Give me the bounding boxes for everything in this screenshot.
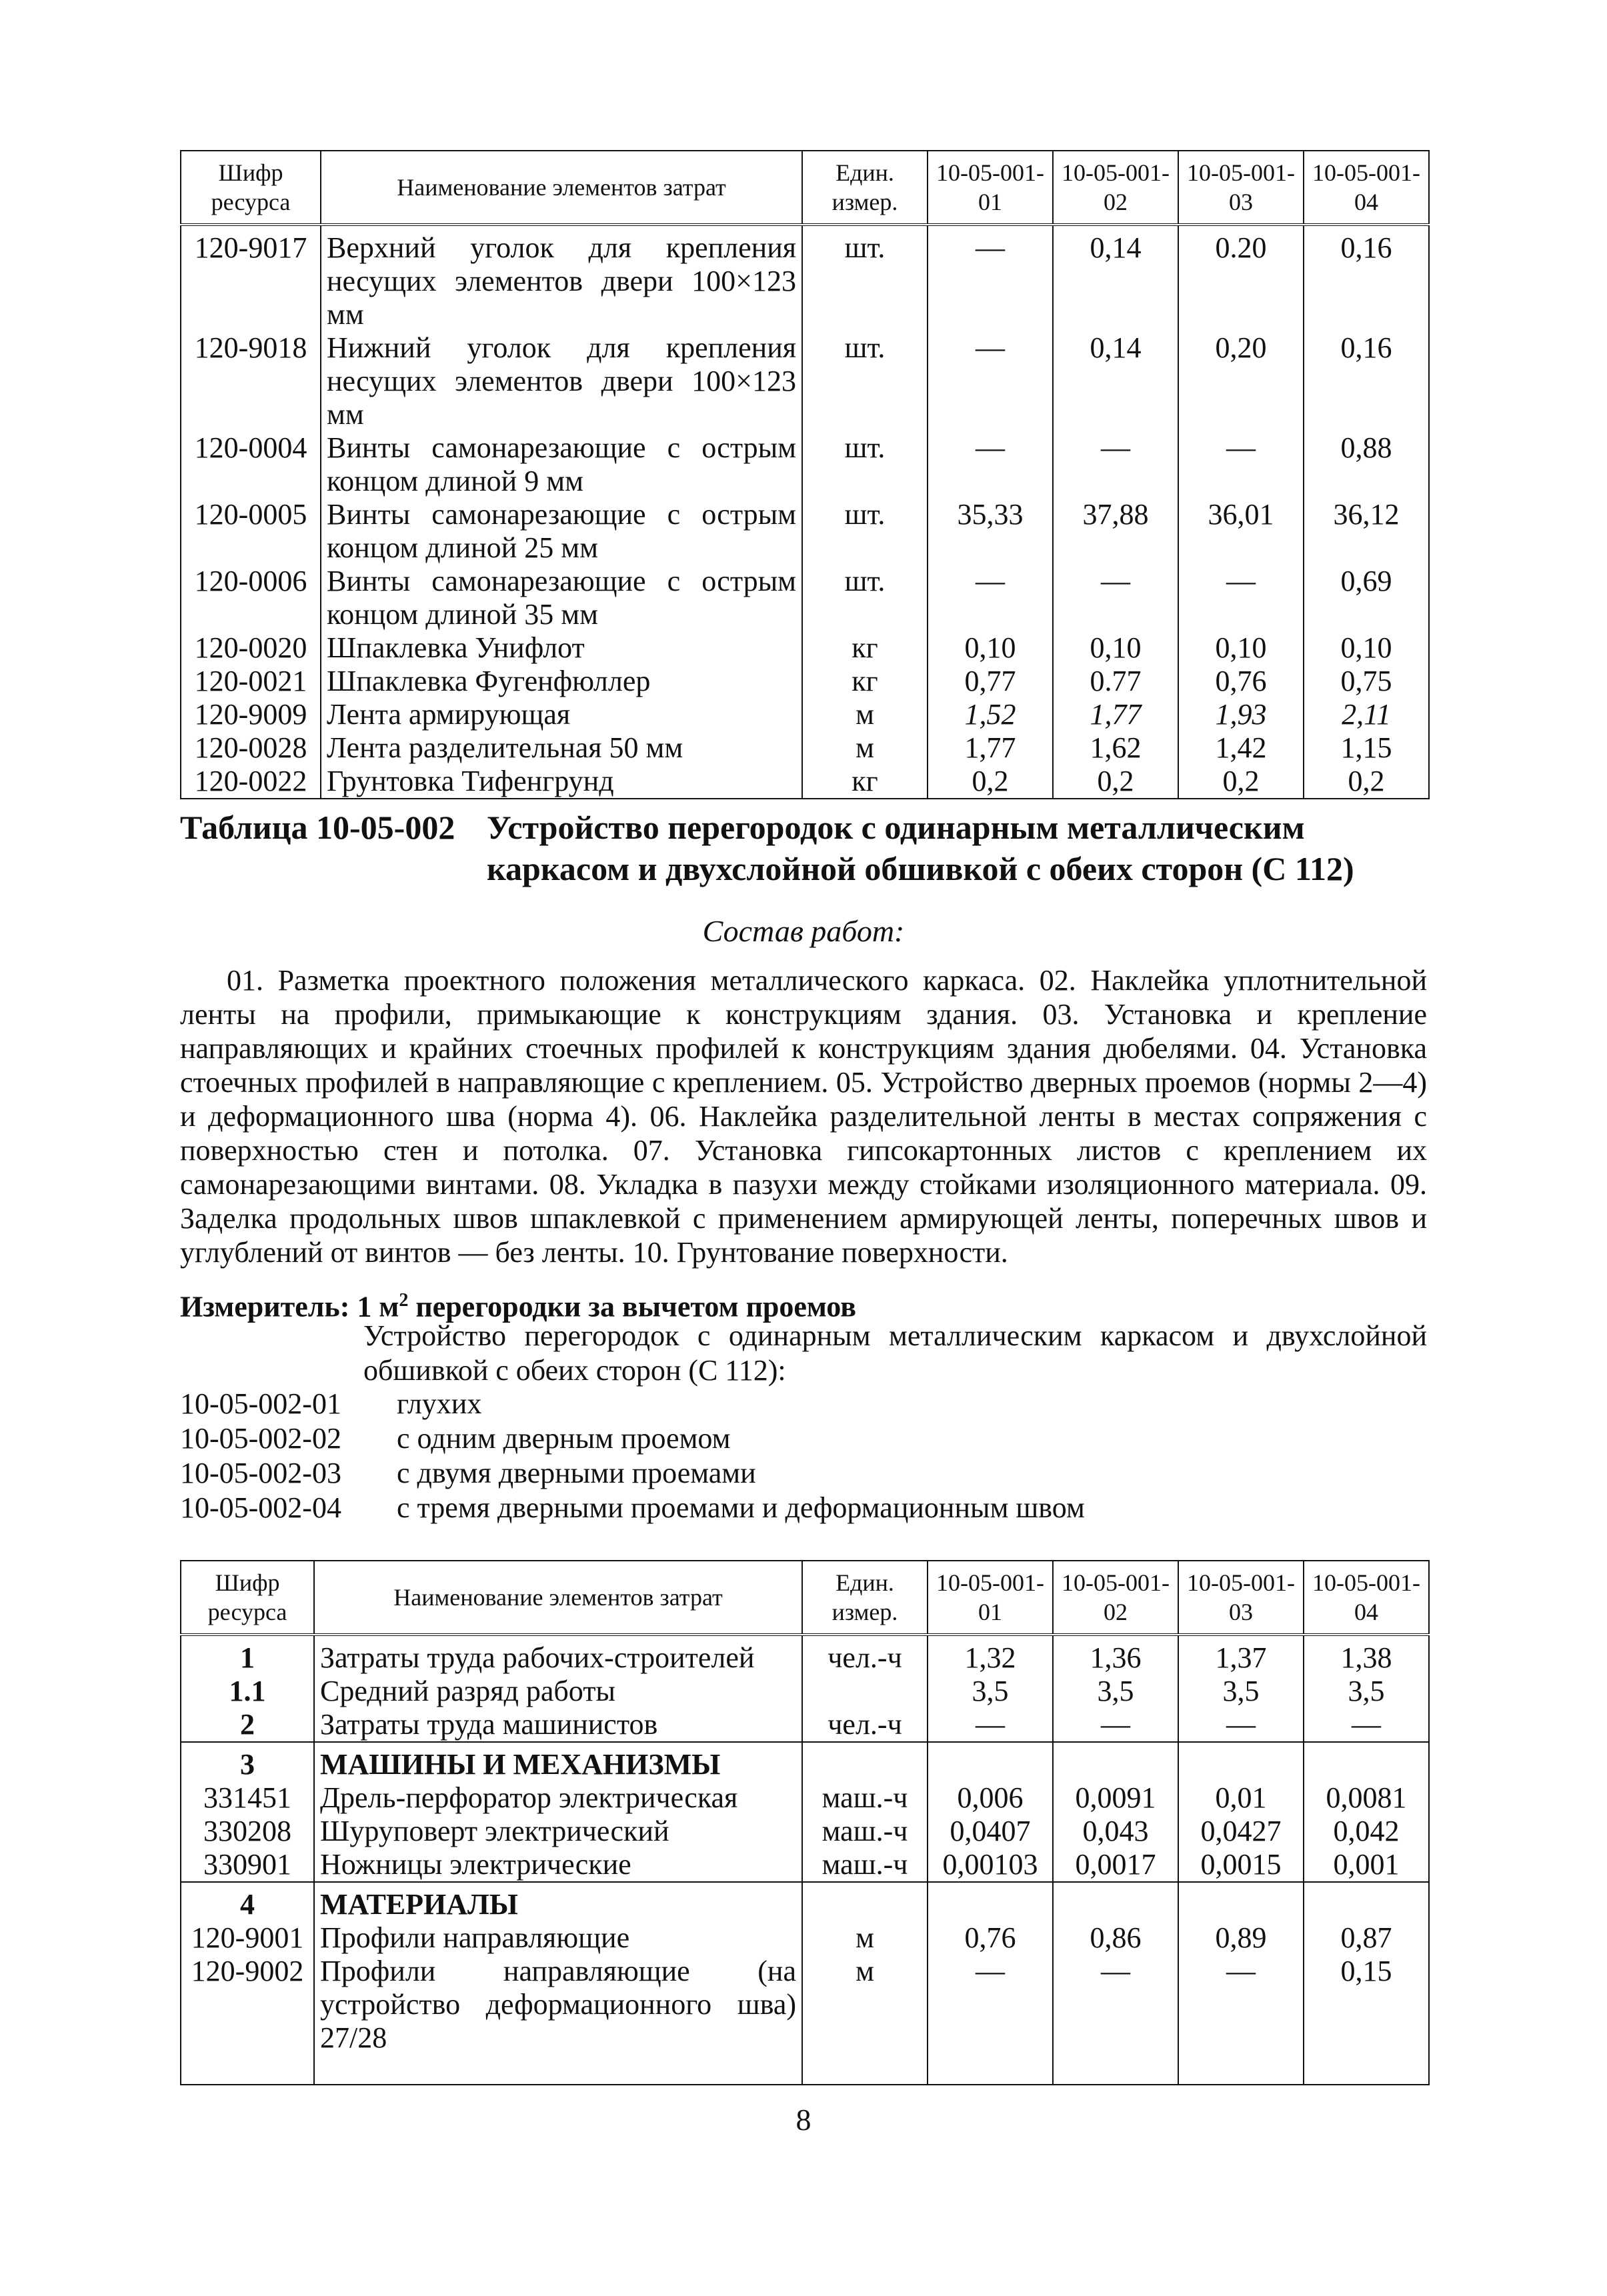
cell-value-2: 0,2 (1053, 765, 1178, 799)
cell-value-2: — (1053, 431, 1178, 498)
cell-unit: м (802, 731, 928, 765)
header-col-2: 10-05-001-02 (1053, 1561, 1178, 1635)
section-empty-cell (1178, 1742, 1304, 1781)
table-row (181, 1815, 1429, 1848)
cell-code: 331451 (181, 1781, 314, 1815)
meter-suffix: перегородки за вычетом проемов (408, 1290, 856, 1323)
cell-value-3: — (1178, 1955, 1304, 2085)
cell-code: 1 (181, 1635, 314, 1675)
cell-code: 120-0021 (181, 665, 321, 698)
cell-unit (802, 1675, 928, 1708)
cell-value-1: 1,77 (928, 731, 1053, 765)
section-title: МАШИНЫ И МЕХАНИЗМЫ (314, 1742, 802, 1781)
cell-value-2: 3,5 (1053, 1675, 1178, 1708)
cell-name: Винты самонарезающие с острым концом длиной 9 мм (321, 431, 802, 498)
table-row (181, 331, 1429, 431)
cell-code: 1.1 (181, 1675, 314, 1708)
section-machines (181, 1742, 1429, 1781)
cell-value-3: 0,76 (1178, 665, 1304, 698)
header-unit: Един. измер. (802, 151, 928, 225)
cell-name: Затраты труда рабочих-строителей (314, 1635, 802, 1675)
cell-value-2: 0,14 (1053, 225, 1178, 331)
cell-value-4: 1,38 (1304, 1635, 1429, 1675)
variant-text: с двумя дверными проемами (397, 1457, 756, 1489)
section-empty-cell (1304, 1742, 1429, 1781)
header-unit: Един. измер. (802, 1561, 928, 1635)
table-2-header (181, 1561, 1429, 1635)
cell-code: 120-0028 (181, 731, 321, 765)
variant-code: 10-05-002-04 (180, 1491, 341, 1524)
cell-unit: кг (802, 765, 928, 799)
cell-value-2: — (1053, 565, 1178, 631)
cell-value-4: 0,10 (1304, 631, 1429, 665)
cell-code: 120-9018 (181, 331, 321, 431)
caption-label: Таблица 10-05-002 (180, 809, 455, 846)
cell-unit: шт. (802, 331, 928, 431)
cell-value-4: 0,0081 (1304, 1781, 1429, 1815)
header-col-1: 10-05-001-01 (928, 151, 1053, 225)
table-row (181, 1708, 1429, 1742)
meter-prefix: Измеритель: 1 м (180, 1290, 399, 1323)
cell-value-3: 0,89 (1178, 1921, 1304, 1955)
cell-name: Лента разделительная 50 мм (321, 731, 802, 765)
cell-value-3: 1,93 (1178, 698, 1304, 731)
cell-name: Шуруповерт электрический (314, 1815, 802, 1848)
cell-value-2: 37,88 (1053, 498, 1178, 565)
cell-unit: кг (802, 631, 928, 665)
cell-value-4: 3,5 (1304, 1675, 1429, 1708)
cell-code: 120-0020 (181, 631, 321, 665)
caption-title: Устройство перегородок с одинарным металлическим каркасом и двухслойной обшивкой с обеих сторон (С 112) (487, 809, 1354, 887)
header-col-3: 10-05-001-03 (1178, 1561, 1304, 1635)
cell-name: Ножницы электрические (314, 1848, 802, 1882)
cell-name: Затраты труда машинистов (314, 1708, 802, 1742)
cell-value-1: 0,77 (928, 665, 1053, 698)
table-1 (180, 150, 1430, 799)
variant-text: с одним дверным проемом (397, 1422, 731, 1455)
section-empty-cell (928, 1882, 1053, 1921)
header-col-3: 10-05-001-03 (1178, 151, 1304, 225)
cell-value-1: 3,5 (928, 1675, 1053, 1708)
cell-value-1: 0,006 (928, 1781, 1053, 1815)
cell-value-4: 0,87 (1304, 1921, 1429, 1955)
cell-code: 330208 (181, 1815, 314, 1848)
cell-value-4: 0,2 (1304, 765, 1429, 799)
cell-value-3: 3,5 (1178, 1675, 1304, 1708)
cell-value-1: — (928, 431, 1053, 498)
cell-value-4: 0,042 (1304, 1815, 1429, 1848)
cell-value-3: 36,01 (1178, 498, 1304, 565)
works-description: 01. Разметка проектного положения металлического каркаса. 02. Наклейка уплотнительной ленты на профили, примыкающие к конструкциям здания. 03. Установка и крепление направляющих и крайних стоечных профилей к конструкциям здания дюбелями. 04. Установка стоечных профилей в направляющие с креплением. 05. Устройство дверных проемов (нормы 2—4) и деформационного шва (норма 4). 06. Наклейка разделительной ленты в местах сопряжения с поверхностью стен и потолка. 07. Установка гипсокартонных листов с креплением их самонарезающими винтами. 08. Укладка в пазухи между стойками изоляционного материала. 09. Заделка продольных швов шпаклевкой с применением армирующей ленты, поперечных швов и углублений от винтов — без ленты. 10. Грунтование поверхности. (180, 964, 1427, 1269)
cell-name: Профили направляющие (314, 1921, 802, 1955)
section-empty-cell (1178, 1882, 1304, 1921)
variant-text: с тремя дверными проемами и деформационным швом (397, 1491, 1085, 1524)
cell-value-4: 2,11 (1304, 698, 1429, 731)
variant-item (180, 1491, 1427, 1525)
cell-value-3: — (1178, 565, 1304, 631)
cell-value-4: 0,001 (1304, 1848, 1429, 1882)
table-row (181, 565, 1429, 631)
cell-value-1: 1,32 (928, 1635, 1053, 1675)
cell-code: 330901 (181, 1848, 314, 1882)
cell-value-3: 0,2 (1178, 765, 1304, 799)
table-row (181, 225, 1429, 331)
cell-name: Винты самонарезающие с острым концом длиной 25 мм (321, 498, 802, 565)
cell-value-2: — (1053, 1955, 1178, 2085)
cell-name: Профили направляющие (на устройство деформационного шва) 27/28 (314, 1955, 802, 2085)
cell-name: Средний разряд работы (314, 1675, 802, 1708)
variants-list (180, 1387, 1427, 1525)
cell-value-4: 0,15 (1304, 1955, 1429, 2085)
cell-name: Лента армирующая (321, 698, 802, 731)
cell-value-1: — (928, 1955, 1053, 2085)
cell-value-4: 0,16 (1304, 225, 1429, 331)
cell-value-2: 0,14 (1053, 331, 1178, 431)
cell-value-2: 0,10 (1053, 631, 1178, 665)
cell-unit: шт. (802, 565, 928, 631)
cell-value-2: 1,36 (1053, 1635, 1178, 1675)
cell-value-2: — (1053, 1708, 1178, 1742)
cell-code: 120-9001 (181, 1921, 314, 1955)
section-empty-cell (1053, 1742, 1178, 1781)
header-name: Наименование элементов затрат (314, 1561, 802, 1635)
meter-sup: 2 (399, 1290, 409, 1311)
table-row (181, 1675, 1429, 1708)
section-materials (181, 1882, 1429, 1921)
table-row (181, 765, 1429, 799)
section-empty-cell (1304, 1882, 1429, 1921)
cell-value-1: — (928, 1708, 1053, 1742)
table-row (181, 1781, 1429, 1815)
header-code: Шифр ресурса (181, 151, 321, 225)
table-1-body (181, 225, 1429, 799)
cell-value-2: 0.77 (1053, 665, 1178, 698)
table-row (181, 731, 1429, 765)
cell-unit: чел.-ч (802, 1708, 928, 1742)
cell-value-4: — (1304, 1708, 1429, 1742)
table-row (181, 665, 1429, 698)
variants-intro: Устройство перегородок с одинарным металлическим каркасом и двухслойной обшивкой с обеих сторон (С 112): (363, 1319, 1427, 1387)
table-row (181, 631, 1429, 665)
table-2-body (181, 1635, 1429, 2085)
works-heading: Состав работ: (702, 914, 905, 948)
cell-value-1: 0,76 (928, 1921, 1053, 1955)
cell-value-2: 1,62 (1053, 731, 1178, 765)
cell-value-2: 0,86 (1053, 1921, 1178, 1955)
cell-name: Грунтовка Тифенгрунд (321, 765, 802, 799)
cell-value-3: 0,0427 (1178, 1815, 1304, 1848)
variant-item (180, 1421, 1427, 1456)
cell-code: 120-0006 (181, 565, 321, 631)
section-empty-cell (802, 1742, 928, 1781)
cell-unit: маш.-ч (802, 1815, 928, 1848)
cell-value-2: 0,0017 (1053, 1848, 1178, 1882)
cell-value-1: — (928, 331, 1053, 431)
table-row (181, 698, 1429, 731)
cell-unit: маш.-ч (802, 1848, 928, 1882)
cell-unit: маш.-ч (802, 1781, 928, 1815)
cell-value-2: 0,043 (1053, 1815, 1178, 1848)
cell-unit: м (802, 698, 928, 731)
cell-code: 2 (181, 1708, 314, 1742)
section-code: 3 (181, 1742, 314, 1781)
cell-unit: шт. (802, 431, 928, 498)
cell-value-1: 0,0407 (928, 1815, 1053, 1848)
header-col-1: 10-05-001-01 (928, 1561, 1053, 1635)
cell-value-1: 0,2 (928, 765, 1053, 799)
cell-unit: шт. (802, 225, 928, 331)
header-col-4: 10-05-001-04 (1304, 1561, 1429, 1635)
cell-value-3: 1,42 (1178, 731, 1304, 765)
cell-value-1: 1,52 (928, 698, 1053, 731)
section-empty-cell (1053, 1882, 1178, 1921)
cell-unit: шт. (802, 498, 928, 565)
cell-unit: м (802, 1955, 928, 2085)
header-col-4: 10-05-001-04 (1304, 151, 1429, 225)
cell-value-1: 35,33 (928, 498, 1053, 565)
cell-value-4: 36,12 (1304, 498, 1429, 565)
variant-item (180, 1387, 1427, 1421)
cell-name: Нижний уголок для крепления несущих элементов двери 100×123 мм (321, 331, 802, 431)
cell-value-4: 0,69 (1304, 565, 1429, 631)
cell-name: Шпаклевка Фугенфюллер (321, 665, 802, 698)
cell-value-3: 0.20 (1178, 225, 1304, 331)
variant-code: 10-05-002-03 (180, 1457, 341, 1489)
section-empty-cell (802, 1882, 928, 1921)
cell-name: Винты самонарезающие с острым концом длиной 35 мм (321, 565, 802, 631)
section-title: МАТЕРИАЛЫ (314, 1882, 802, 1921)
cell-code: 120-9017 (181, 225, 321, 331)
header-code: Шифр ресурса (181, 1561, 314, 1635)
cell-value-4: 0,75 (1304, 665, 1429, 698)
cell-value-4: 0,88 (1304, 431, 1429, 498)
table-row (181, 431, 1429, 498)
cell-value-1: — (928, 225, 1053, 331)
cell-value-4: 1,15 (1304, 731, 1429, 765)
cell-value-3: 0,20 (1178, 331, 1304, 431)
variant-text: глухих (397, 1387, 482, 1420)
table-row (181, 1921, 1429, 1955)
cell-name: Дрель-перфоратор электрическая (314, 1781, 802, 1815)
table-row (181, 1848, 1429, 1882)
cell-value-2: 1,77 (1053, 698, 1178, 731)
table-row (181, 498, 1429, 565)
cell-value-1: 0,00103 (928, 1848, 1053, 1882)
section-empty-cell (928, 1742, 1053, 1781)
cell-value-3: — (1178, 1708, 1304, 1742)
page-number: 8 (795, 2103, 812, 2137)
cell-code: 120-0005 (181, 498, 321, 565)
header-name: Наименование элементов затрат (321, 151, 802, 225)
cell-value-2: 0,0091 (1053, 1781, 1178, 1815)
variant-item (180, 1456, 1427, 1491)
table-row (181, 1955, 1429, 2085)
cell-value-3: 0,01 (1178, 1781, 1304, 1815)
cell-name: Шпаклевка Унифлот (321, 631, 802, 665)
cell-code: 120-9002 (181, 1955, 314, 2085)
table-row (181, 1635, 1429, 1675)
cell-value-3: 0,10 (1178, 631, 1304, 665)
cell-value-3: 0,0015 (1178, 1848, 1304, 1882)
table-2 (180, 1560, 1430, 2085)
cell-code: 120-9009 (181, 698, 321, 731)
cell-unit: чел.-ч (802, 1635, 928, 1675)
cell-value-3: — (1178, 431, 1304, 498)
cell-value-3: 1,37 (1178, 1635, 1304, 1675)
table-1-header (181, 151, 1429, 225)
variant-code: 10-05-002-01 (180, 1387, 341, 1420)
section-code: 4 (181, 1882, 314, 1921)
cell-value-1: — (928, 565, 1053, 631)
cell-value-1: 0,10 (928, 631, 1053, 665)
cell-code: 120-0004 (181, 431, 321, 498)
cell-code: 120-0022 (181, 765, 321, 799)
cell-value-4: 0,16 (1304, 331, 1429, 431)
cell-unit: м (802, 1921, 928, 1955)
cell-unit: кг (802, 665, 928, 698)
cell-name: Верхний уголок для крепления несущих элементов двери 100×123 мм (321, 225, 802, 331)
variant-code: 10-05-002-02 (180, 1422, 341, 1455)
header-col-2: 10-05-001-02 (1053, 151, 1178, 225)
